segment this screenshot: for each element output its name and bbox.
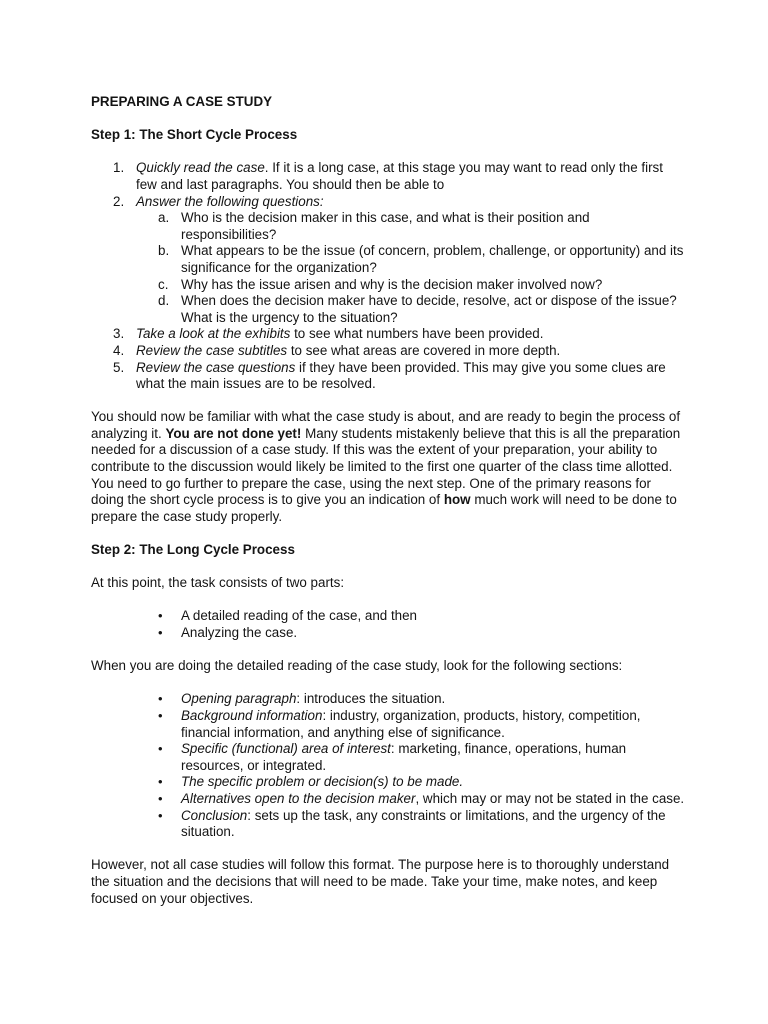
bullet-item — [91, 791, 687, 808]
closing-paragraph: However, not all case studies will follow this format. The purpose here is to thoroughly understand the situation and the decisions that will need to be made. Take your time, make notes, and keep focused on your objectives. — [91, 857, 670, 906]
bullet-item — [91, 625, 687, 642]
sublist-letter: d. — [158, 293, 170, 309]
paragraph-bold: You are not done yet! — [165, 425, 302, 441]
step2-heading: Step 2: The Long Cycle Process — [91, 542, 295, 558]
step1-summary-paragraph — [91, 409, 687, 525]
list-item — [91, 194, 687, 327]
sublist-text: What appears to be the issue (of concern, problem, challenge, or opportunity) and its significance for the organization? — [181, 243, 684, 275]
list-number: 3. — [113, 326, 125, 342]
bullet-text: : industry, organization, products, history, competition, financial information, and anything else of significance. — [181, 707, 641, 740]
sublist-text: When does the decision maker have to decide, resolve, act or dispose of the issue? What is the urgency to the situation? — [181, 293, 677, 325]
paragraph-text: much work will need to be done to prepare the case study properly. — [91, 492, 677, 524]
sublist-item — [136, 210, 687, 243]
bullet-item — [91, 741, 687, 774]
step1-heading: Step 1: The Short Cycle Process — [91, 127, 298, 143]
bullet-icon: • — [158, 691, 163, 707]
sublist-letter: c. — [158, 276, 169, 292]
bullet-item — [91, 608, 687, 625]
bullet-emphasis: Conclusion — [181, 807, 248, 823]
bullet-icon: • — [158, 608, 163, 624]
sublist-text: Why has the issue arisen and why is the decision maker involved now? — [181, 276, 603, 292]
bullet-icon: • — [158, 774, 163, 790]
bullet-text: : sets up the task, any constraints or limitations, and the urgency of the situation. — [181, 807, 666, 840]
sublist-item — [136, 293, 687, 326]
bullet-icon: • — [158, 707, 163, 723]
item-text: . If it is a long case, at this stage you may want to read only the first few and last paragraphs. You should then be able to — [136, 160, 663, 192]
step1-list — [91, 160, 687, 392]
bullet-text: : introduces the situation. — [296, 691, 446, 707]
item-text: to see what areas are covered in more depth. — [287, 342, 561, 358]
paragraph-bold: how — [443, 492, 471, 508]
paragraph-text: Many students mistakenly believe that this is all the preparation needed for a discussion of a case study. If this was the extent of your preparation, your ability to contribute to the discussion would likely be limited to the first one quarter of the class time allotted. You need to go further to prepare the case, using the next step. One of the primary reasons for doing the short cycle process is to give you an indication of — [91, 425, 681, 508]
bullet-icon: • — [158, 741, 163, 757]
step2-parts-list — [91, 608, 687, 641]
item-emphasis: Review the case subtitles — [136, 342, 288, 358]
paragraph-text: You should now be familiar with what the case study is about, and are ready to begin the process of analyzing it. — [91, 409, 681, 441]
sections-intro: When you are doing the detailed reading of the case study, look for the following sections: — [91, 658, 623, 674]
list-item — [91, 343, 687, 360]
bullet-icon: • — [158, 790, 163, 806]
item-emphasis: Quickly read the case — [136, 160, 265, 176]
bullet-text: Analyzing the case. — [181, 625, 298, 640]
document-title: PREPARING A CASE STUDY — [91, 94, 273, 109]
bullet-emphasis: Opening paragraph — [181, 691, 297, 707]
sublist-item — [136, 277, 687, 294]
document-page — [91, 94, 687, 924]
list-item — [91, 360, 687, 393]
sections-list — [91, 691, 687, 840]
item-text: to see what numbers have been provided. — [290, 326, 544, 342]
sublist-letter: a. — [158, 210, 170, 226]
sublist-text: Who is the decision maker in this case, and what is their position and responsibilities? — [181, 210, 590, 242]
list-number: 5. — [113, 359, 125, 375]
item-emphasis: Review the case questions — [136, 359, 296, 375]
item-emphasis: Take a look at the exhibits — [136, 326, 291, 342]
list-number: 1. — [113, 160, 125, 176]
list-item — [91, 160, 687, 193]
bullet-item — [91, 708, 687, 741]
bullet-item — [91, 691, 687, 708]
bullet-emphasis: Alternatives open to the decision maker — [181, 790, 416, 806]
bullet-emphasis: The specific problem or decision(s) to be made. — [181, 774, 464, 790]
bullet-emphasis: Specific (functional) area of interest — [181, 741, 391, 757]
list-item — [91, 326, 687, 343]
bullet-text: , which may or may not be stated in the case. — [415, 790, 685, 806]
bullet-item — [91, 774, 687, 791]
step2-intro: At this point, the task consists of two parts: — [91, 575, 345, 591]
bullet-icon: • — [158, 807, 163, 823]
bullet-text: : marketing, finance, operations, human resources, or integrated. — [181, 741, 627, 773]
sublist-letter: b. — [158, 243, 170, 259]
bullet-icon: • — [158, 625, 163, 640]
bullet-item — [91, 808, 687, 841]
bullet-emphasis: Background information — [181, 707, 323, 723]
question-sublist — [136, 210, 687, 326]
list-number: 4. — [113, 342, 125, 358]
sublist-item — [136, 243, 687, 276]
item-emphasis: Answer the following questions: — [136, 193, 324, 209]
list-number: 2. — [113, 193, 125, 209]
item-text: if they have been provided. This may give you some clues are what the main issues are to be resolved. — [136, 359, 666, 392]
bullet-text: A detailed reading of the case, and then — [181, 608, 418, 624]
